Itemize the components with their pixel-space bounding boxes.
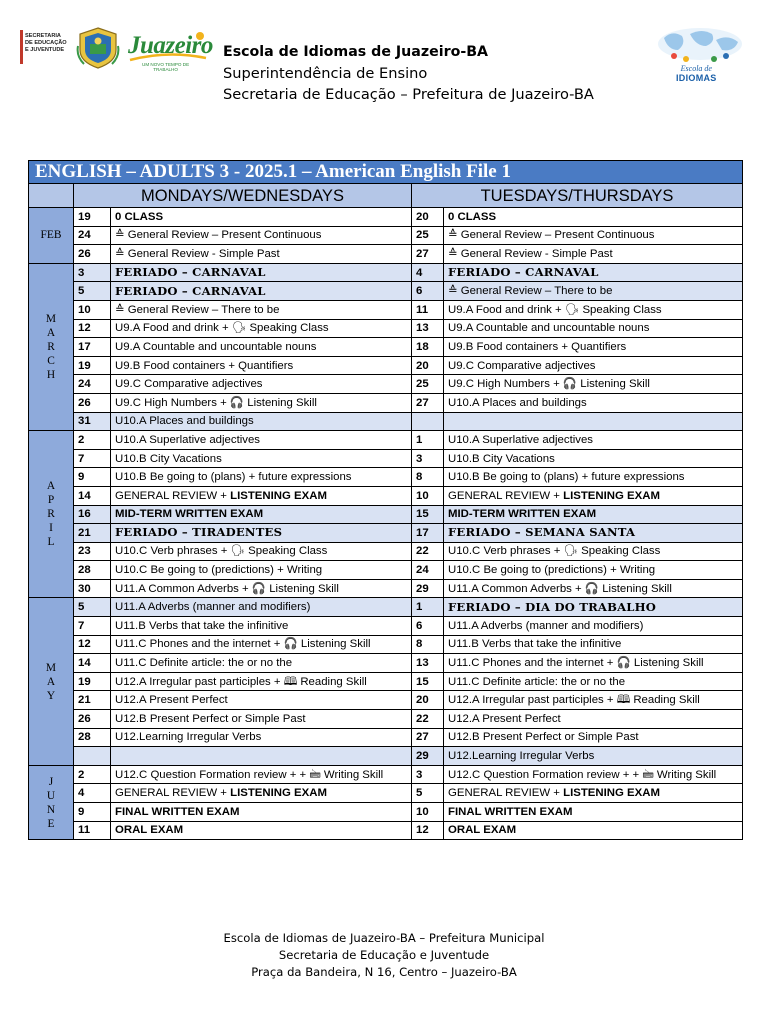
mon-wed-date: 21 (74, 524, 111, 543)
tue-thu-lesson: U12.A Present Perfect (444, 710, 743, 729)
table-row (29, 338, 743, 357)
mon-wed-lesson: U9.C Comparative adjectives (111, 375, 412, 394)
mon-wed-date: 14 (74, 654, 111, 673)
mon-wed-date: 28 (74, 561, 111, 580)
table-row (29, 635, 743, 654)
mon-wed-lesson: U10.B City Vacations (111, 449, 412, 468)
tue-thu-date: 3 (412, 449, 444, 468)
table-row (29, 617, 743, 636)
tue-thu-lesson: U11.B Verbs that take the infinitive (444, 635, 743, 654)
tue-thu-lesson: U12.B Present Perfect or Simple Past (444, 728, 743, 747)
mon-wed-date: 14 (74, 486, 111, 505)
mon-wed-date: 28 (74, 728, 111, 747)
tue-thu-lesson (444, 412, 743, 431)
mon-wed-lesson: U9.B Food containers + Quantifiers (111, 356, 412, 375)
mon-wed-date: 24 (74, 375, 111, 394)
table-row (29, 654, 743, 673)
table-row (29, 226, 743, 245)
tue-thu-lesson: FERIADO – DIA DO TRABALHO (444, 598, 743, 617)
tue-thu-date: 3 (412, 765, 444, 784)
mon-wed-date: 31 (74, 412, 111, 431)
table-title: ENGLISH – ADULTS 3 - 2025.1 – American English File 1 (29, 161, 743, 184)
mon-wed-date: 4 (74, 784, 111, 803)
tue-thu-date: 20 (412, 356, 444, 375)
mon-wed-date: 26 (74, 710, 111, 729)
mon-wed-lesson: U10.A Superlative adjectives (111, 431, 412, 450)
table-row (29, 486, 743, 505)
tue-thu-date: 4 (412, 263, 444, 282)
mon-wed-date: 9 (74, 468, 111, 487)
tue-thu-date: 6 (412, 617, 444, 636)
mon-wed-lesson: GENERAL REVIEW + LISTENING EXAM (111, 486, 412, 505)
tue-thu-date: 13 (412, 319, 444, 338)
tue-thu-lesson: U11.C Phones and the internet + 🎧 Listening Skill (444, 654, 743, 673)
table-row (29, 542, 743, 561)
mon-wed-lesson: FERIADO – CARNAVAL (111, 282, 412, 301)
tue-thu-date: 1 (412, 598, 444, 617)
mon-wed-date: 19 (74, 672, 111, 691)
tue-thu-date: 27 (412, 245, 444, 264)
tue-thu-lesson: ≙ General Review – There to be (444, 282, 743, 301)
mon-wed-date: 26 (74, 245, 111, 264)
tue-thu-date: 8 (412, 635, 444, 654)
month-label-april: A P R I L (29, 431, 74, 598)
tue-thu-date: 18 (412, 338, 444, 357)
mon-wed-lesson: ORAL EXAM (111, 821, 412, 840)
mon-wed-lesson: U11.B Verbs that take the infinitive (111, 617, 412, 636)
mon-wed-date: 11 (74, 821, 111, 840)
table-row (29, 263, 743, 282)
tue-thu-date: 29 (412, 579, 444, 598)
table-row (29, 598, 743, 617)
tue-thu-lesson: ≙ General Review - Simple Past (444, 245, 743, 264)
tue-thu-lesson: MID-TERM WRITTEN EXAM (444, 505, 743, 524)
tue-thu-date: 11 (412, 300, 444, 319)
mon-wed-date: 10 (74, 300, 111, 319)
mon-wed-date: 2 (74, 431, 111, 450)
mon-wed-lesson: ≙ General Review - Simple Past (111, 245, 412, 264)
mon-wed-lesson: U9.C High Numbers + 🎧 Listening Skill (111, 393, 412, 412)
mon-wed-date: 19 (74, 208, 111, 227)
tue-thu-date: 12 (412, 821, 444, 840)
escola-idiomas-logo: Escola de IDIOMAS (656, 26, 744, 88)
mon-wed-header: MONDAYS/WEDNESDAYS (74, 184, 412, 208)
table-row (29, 784, 743, 803)
tue-thu-lesson: U11.A Common Adverbs + 🎧 Listening Skill (444, 579, 743, 598)
mon-wed-lesson: U12.B Present Perfect or Simple Past (111, 710, 412, 729)
mon-wed-date: 30 (74, 579, 111, 598)
secretariat: Secretaria de Educação – Prefeitura de Juazeiro-BA (223, 86, 594, 103)
tue-thu-lesson: U9.C Comparative adjectives (444, 356, 743, 375)
tue-thu-lesson: U10.C Verb phrases + 🗣 Speaking Class (444, 542, 743, 561)
tue-thu-date: 5 (412, 784, 444, 803)
school-name: Escola de Idiomas de Juazeiro-BA (223, 44, 489, 60)
table-row (29, 208, 743, 227)
table-row (29, 821, 743, 840)
juazeiro-logo: Juazeiro UM NOVO TEMPO DE TRABALHO (128, 32, 213, 72)
mon-wed-date: 12 (74, 635, 111, 654)
tue-thu-date: 20 (412, 691, 444, 710)
mon-wed-lesson: U10.B Be going to (plans) + future expressions (111, 468, 412, 487)
tue-thu-date: 17 (412, 524, 444, 543)
tue-thu-lesson: ≙ General Review – Present Continuous (444, 226, 743, 245)
mon-wed-lesson: ≙ General Review – There to be (111, 300, 412, 319)
mon-wed-date: 7 (74, 617, 111, 636)
mon-wed-lesson: U11.A Common Adverbs + 🎧 Listening Skill (111, 579, 412, 598)
table-row (29, 282, 743, 301)
tue-thu-lesson: U12.C Question Formation review + + 🖮 Writing Skill (444, 765, 743, 784)
juazeiro-crest-icon (76, 26, 120, 70)
mon-wed-date: 26 (74, 393, 111, 412)
tue-thu-date: 27 (412, 393, 444, 412)
month-label-may: M A Y (29, 598, 74, 765)
table-row (29, 375, 743, 394)
table-row (29, 300, 743, 319)
table-row (29, 579, 743, 598)
tue-thu-lesson: U10.A Superlative adjectives (444, 431, 743, 450)
tue-thu-lesson: U11.C Definite article: the or no the (444, 672, 743, 691)
table-row (29, 319, 743, 338)
tue-thu-lesson: U9.A Countable and uncountable nouns (444, 319, 743, 338)
tue-thu-lesson: U10.B City Vacations (444, 449, 743, 468)
mon-wed-lesson: 0 CLASS (111, 208, 412, 227)
mon-wed-date: 19 (74, 356, 111, 375)
table-row (29, 524, 743, 543)
page-footer: Escola de Idiomas de Juazeiro-BA – Prefeitura Municipal Secretaria de Educação e Juventude Praça da Bandeira, N 16, Centro – Juazeiro-BA (223, 931, 545, 979)
tue-thu-date: 10 (412, 486, 444, 505)
table-row (29, 468, 743, 487)
secretaria-logo: SECRETARIA DE EDUCAÇÃO E JUVENTUDE (20, 30, 72, 64)
mon-wed-lesson: U10.A Places and buildings (111, 412, 412, 431)
table-row (29, 672, 743, 691)
mon-wed-date: 23 (74, 542, 111, 561)
tue-thu-header: TUESDAYS/THURSDAYS (412, 184, 743, 208)
mon-wed-date (74, 747, 111, 766)
mon-wed-date: 5 (74, 598, 111, 617)
tue-thu-date: 15 (412, 505, 444, 524)
mon-wed-lesson: U10.C Verb phrases + 🗣 Speaking Class (111, 542, 412, 561)
tue-thu-date: 27 (412, 728, 444, 747)
page-header (0, 0, 768, 130)
table-row (29, 765, 743, 784)
mon-wed-lesson: U9.A Countable and uncountable nouns (111, 338, 412, 357)
table-row (29, 561, 743, 580)
mon-wed-lesson: FINAL WRITTEN EXAM (111, 803, 412, 822)
mon-wed-lesson: GENERAL REVIEW + LISTENING EXAM (111, 784, 412, 803)
mon-wed-lesson: U12.A Present Perfect (111, 691, 412, 710)
mon-wed-lesson: U11.C Definite article: the or no the (111, 654, 412, 673)
month-label-june: J U N E (29, 765, 74, 839)
mon-wed-lesson: FERIADO – CARNAVAL (111, 263, 412, 282)
table-row (29, 245, 743, 264)
mon-wed-lesson: U11.A Adverbs (manner and modifiers) (111, 598, 412, 617)
mon-wed-lesson: U11.C Phones and the internet + 🎧 Listening Skill (111, 635, 412, 654)
tue-thu-lesson: FERIADO – CARNAVAL (444, 263, 743, 282)
table-row (29, 747, 743, 766)
tue-thu-lesson: GENERAL REVIEW + LISTENING EXAM (444, 784, 743, 803)
mon-wed-lesson: ≙ General Review – Present Continuous (111, 226, 412, 245)
tue-thu-date: 6 (412, 282, 444, 301)
tue-thu-lesson: U9.A Food and drink + 🗣 Speaking Class (444, 300, 743, 319)
mon-wed-lesson: U12.A Irregular past participles + 🕮 Reading Skill (111, 672, 412, 691)
header-text (223, 42, 594, 105)
mon-wed-lesson: FERIADO – TIRADENTES (111, 524, 412, 543)
mon-wed-lesson (111, 747, 412, 766)
tue-thu-lesson: GENERAL REVIEW + LISTENING EXAM (444, 486, 743, 505)
tue-thu-lesson: U10.C Be going to (predictions) + Writing (444, 561, 743, 580)
table-row (29, 691, 743, 710)
mon-wed-date: 3 (74, 263, 111, 282)
tue-thu-lesson: U9.C High Numbers + 🎧 Listening Skill (444, 375, 743, 394)
mon-wed-date: 17 (74, 338, 111, 357)
table-row (29, 356, 743, 375)
tue-thu-date: 22 (412, 542, 444, 561)
tue-thu-date: 25 (412, 375, 444, 394)
mon-wed-lesson: U9.A Food and drink + 🗣 Speaking Class (111, 319, 412, 338)
month-label-march: M A R C H (29, 263, 74, 430)
mon-wed-lesson: U12.C Question Formation review + + 🖮 Writing Skill (111, 765, 412, 784)
tue-thu-lesson: FINAL WRITTEN EXAM (444, 803, 743, 822)
table-row (29, 710, 743, 729)
tue-thu-lesson: U12.Learning Irregular Verbs (444, 747, 743, 766)
mon-wed-date: 16 (74, 505, 111, 524)
tue-thu-date: 29 (412, 747, 444, 766)
tue-thu-date: 24 (412, 561, 444, 580)
tue-thu-date: 13 (412, 654, 444, 673)
table-row (29, 393, 743, 412)
month-label-feb: FEB (29, 208, 74, 264)
mon-wed-lesson: U10.C Be going to (predictions) + Writing (111, 561, 412, 580)
table-row (29, 431, 743, 450)
tue-thu-lesson: 0 CLASS (444, 208, 743, 227)
table-row (29, 803, 743, 822)
mon-wed-lesson: MID-TERM WRITTEN EXAM (111, 505, 412, 524)
tue-thu-lesson: ORAL EXAM (444, 821, 743, 840)
tue-thu-lesson: U10.A Places and buildings (444, 393, 743, 412)
table-row (29, 449, 743, 468)
tue-thu-date: 20 (412, 208, 444, 227)
table-row (29, 412, 743, 431)
tue-thu-date: 1 (412, 431, 444, 450)
tue-thu-lesson: U10.B Be going to (plans) + future expressions (444, 468, 743, 487)
tue-thu-lesson: U9.B Food containers + Quantifiers (444, 338, 743, 357)
tue-thu-lesson: U12.A Irregular past participles + 🕮 Reading Skill (444, 691, 743, 710)
mon-wed-date: 24 (74, 226, 111, 245)
mon-wed-date: 9 (74, 803, 111, 822)
tue-thu-date: 10 (412, 803, 444, 822)
mon-wed-date: 21 (74, 691, 111, 710)
mon-wed-date: 2 (74, 765, 111, 784)
schedule-table (28, 160, 743, 840)
tue-thu-lesson: FERIADO – SEMANA SANTA (444, 524, 743, 543)
superintendence: Superintendência de Ensino (223, 65, 428, 82)
mon-wed-date: 12 (74, 319, 111, 338)
mon-wed-lesson: U12.Learning Irregular Verbs (111, 728, 412, 747)
tue-thu-date: 15 (412, 672, 444, 691)
tue-thu-date: 22 (412, 710, 444, 729)
tue-thu-lesson: U11.A Adverbs (manner and modifiers) (444, 617, 743, 636)
table-row (29, 505, 743, 524)
tue-thu-date: 8 (412, 468, 444, 487)
mon-wed-date: 7 (74, 449, 111, 468)
tue-thu-date (412, 412, 444, 431)
mon-wed-date: 5 (74, 282, 111, 301)
table-row (29, 728, 743, 747)
tue-thu-date: 25 (412, 226, 444, 245)
